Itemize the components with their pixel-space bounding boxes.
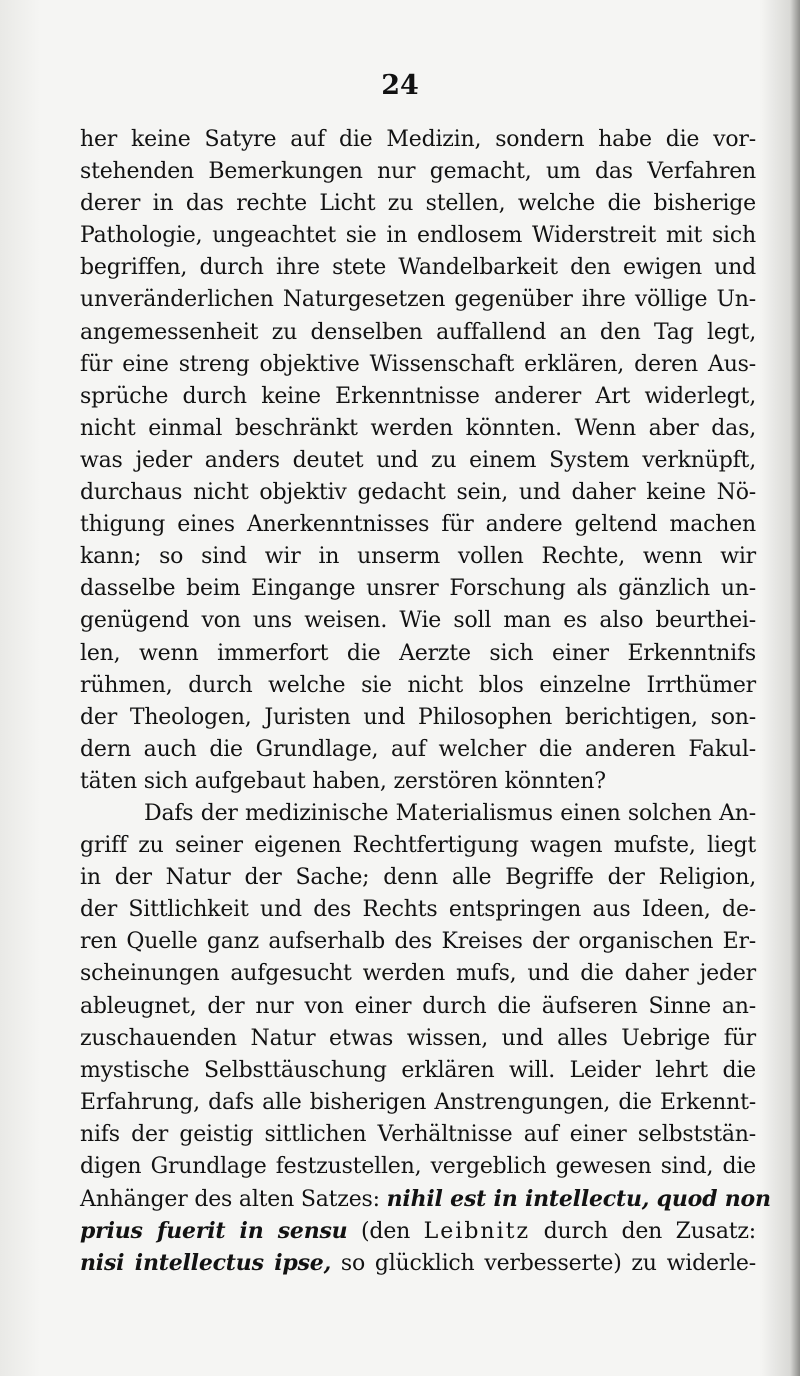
text-line: dasselbe beim Eingange unsrer Forschung als gänzlich un-: [80, 576, 756, 602]
text-line: Erfahrung, dafs alle bisherigen Anstrengungen, die Erkennt-: [80, 1089, 756, 1115]
latin-quote: nisi intellectus ipse,: [80, 1250, 332, 1277]
latin-quote: nihil est in intellectu, quod non: [386, 1186, 771, 1213]
text-line: len, wenn immerfort die Aerzte sich einer Erkenntnifs: [80, 640, 756, 666]
text-line: her keine Satyre auf die Medizin, sondern habe die vor-: [80, 127, 756, 152]
text-line: dern auch die Grundlage, auf welcher die anderen Fakul-: [80, 736, 756, 762]
text-line: ableugnet, der nur von einer durch die äufseren Sinne an-: [80, 993, 756, 1019]
text-line: sprüche durch keine Erkenntnisse anderer Art widerlegt,: [80, 383, 756, 409]
text-run: durch den Zusatz:: [530, 1219, 756, 1245]
text-line: unveränderlichen Naturgesetzen gegenüber ihre völlige Un-: [80, 287, 756, 313]
body-text: [80, 124, 771, 1279]
text-line: derer in das rechte Licht zu stellen, welche die bisherige: [80, 191, 756, 217]
text-line: Pathologie, ungeachtet sie in endlosem Widerstreit mit sich: [80, 223, 756, 249]
text-line: griff zu seiner eigenen Rechtfertigung wagen mufste, liegt: [80, 833, 756, 859]
text-line: ren Quelle ganz aufserhalb des Kreises der organischen Er-: [80, 929, 756, 955]
text-line: genügend von uns weisen. Wie soll man es also beurthei-: [80, 608, 756, 634]
text-line: nicht einmal beschränkt werden könnten. Wenn aber das,: [80, 415, 756, 441]
text-line: thigung eines Anerkenntnisses für andere geltend machen: [80, 512, 756, 538]
text-line: begriffen, durch ihre stete Wandelbarkeit den ewigen und: [80, 255, 756, 281]
text-line: digen Grundlage festzustellen, vergeblich gewesen sind, die: [80, 1154, 756, 1179]
text-line: angemessenheit zu denselben auffallend an den Tag legt,: [80, 319, 756, 345]
text-line: stehenden Bemerkungen nur gemacht, um das Verfahren: [80, 159, 756, 185]
name-leibnitz: Leibnitz: [423, 1219, 531, 1245]
text-line: durchaus nicht objektiv gedacht sein, und daher keine Nö-: [80, 480, 756, 506]
text-line: nifs der geistig sittlichen Verhältnisse auf einer selbststän-: [80, 1121, 756, 1147]
paragraph-end-line: täten sich aufgebaut haben, zerstören könnten?: [80, 768, 606, 794]
text-line: für eine streng objektive Wissenschaft erklären, deren Aus-: [80, 351, 756, 377]
paragraph-start-line: Dafs der medizinische Materialismus einen solchen An-: [144, 800, 756, 826]
text-line: der Theologen, Juristen und Philosophen berichtigen, son-: [80, 704, 756, 730]
text-run: (den: [347, 1219, 424, 1245]
text-line: rühmen, durch welche sie nicht blos einzelne Irrthümer: [80, 672, 756, 698]
text-line: kann; so sind wir in unserm vollen Rechte, wenn wir: [80, 544, 756, 570]
text-line: zuschauenden Natur etwas wissen, und alles Uebrige für: [80, 1025, 756, 1051]
text-run: Anhänger des alten Satzes:: [80, 1187, 387, 1213]
text-line: mystische Selbsttäuschung erklären will. Leider lehrt die: [80, 1057, 756, 1083]
text-line: [80, 1247, 756, 1279]
text-line: scheinungen aufgesucht werden mufs, und die daher jeder: [80, 961, 756, 987]
text-line: [80, 1215, 756, 1247]
text-run: so glücklich verbesserte) zu widerle-: [331, 1251, 756, 1277]
text-line: [80, 1183, 771, 1215]
text-line: der Sittlichkeit und des Rechts entspringen aus Ideen, de-: [80, 897, 756, 923]
latin-quote: prius fuerit in sensu: [80, 1218, 348, 1245]
text-line: was jeder anders deutet und zu einem System verknüpft,: [80, 447, 756, 473]
text-line: in der Natur der Sache; denn alle Begriffe der Religion,: [80, 865, 756, 891]
page-number: 24: [381, 70, 419, 101]
